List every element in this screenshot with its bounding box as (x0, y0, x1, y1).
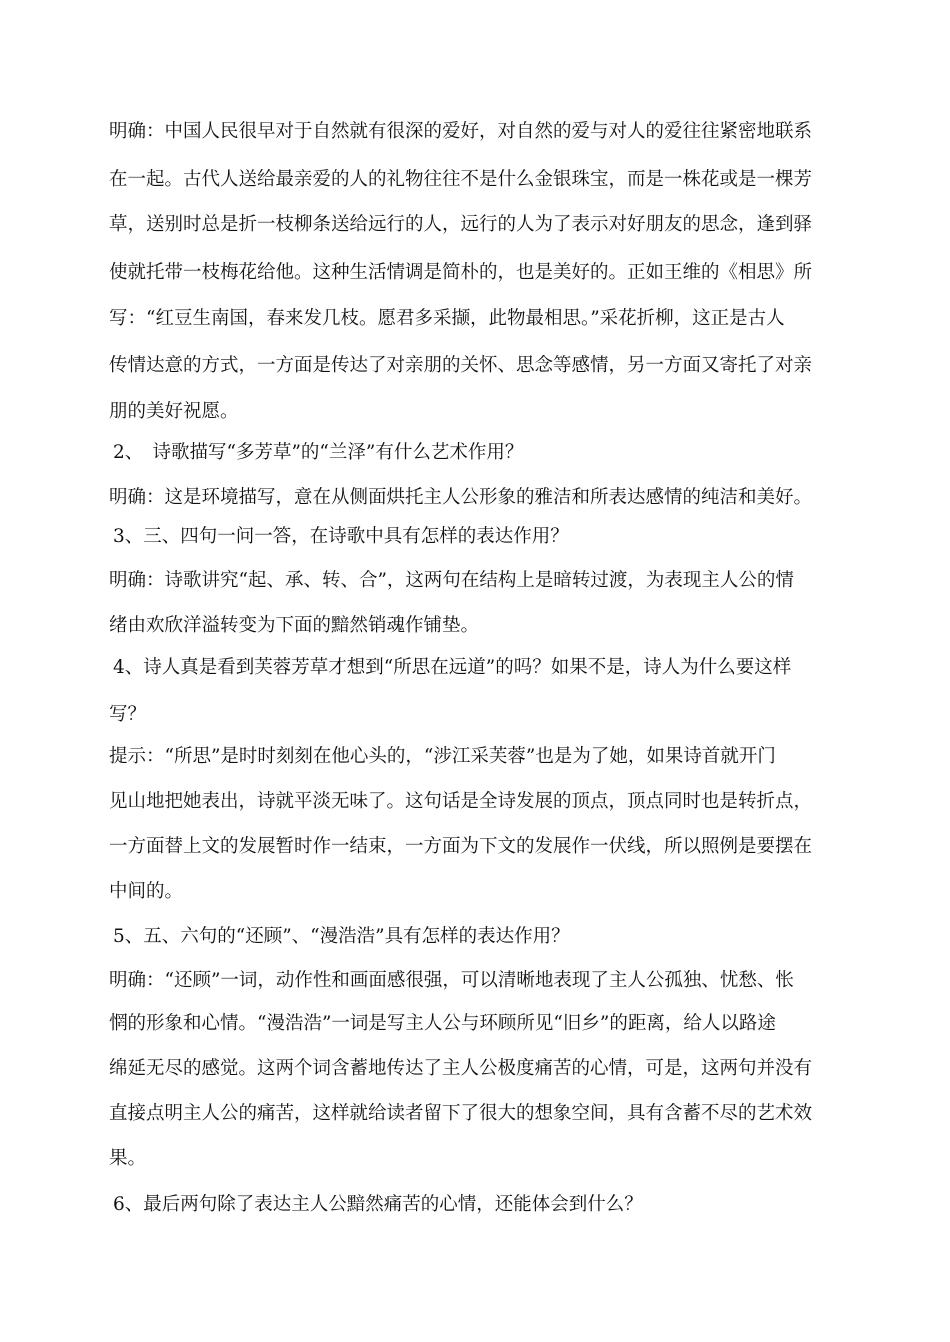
question-2: 2、 诗歌描写“多芳草”的“兰泽”有什么艺术作用？ (113, 442, 524, 463)
question-3: 3、三、四句一问一答，在诗歌中具有怎样的表达作用？ (113, 526, 569, 547)
question-5: 5、五、六句的“还顾”、“漫浩浩”具有怎样的表达作用？ (113, 926, 570, 947)
answer-line: 果。 (109, 1148, 147, 1169)
answer-line: 惘的形象和心情。“漫浩浩”一词是写主人公与环顾所见“旧乡”的距离，给人以路途 (109, 1013, 776, 1034)
paragraph-line: 使就托带一枝梅花给他。这种生活情调是简朴的，也是美好的。正如王维的《相思》所 (109, 262, 813, 283)
paragraph-line: 在一起。古代人送给最亲爱的人的礼物往往不是什么金银珠宝，而是一株花或是一棵芳 (109, 169, 813, 190)
answer-line: 明确：诗歌讲究“起、承、转、合”，这两句在结构上是暗转过渡，为表现主人公的情 (109, 570, 794, 591)
answer-line: 直接点明主人公的痛苦，这样就给读者留下了很大的想象空间，具有含蓄不尽的艺术效 (109, 1103, 813, 1124)
question-4: 4、诗人真是看到芙蓉芳草才想到“所思在远道”的吗？如果不是，诗人为什么要这样 (113, 657, 792, 678)
hint-line: 中间的。 (109, 881, 184, 902)
hint-line: 提示：“所思”是时时刻刻在他心头的，“涉江采芙蓉”也是为了她，如果诗首就开门 (109, 746, 776, 767)
paragraph-line: 朋的美好祝愿。 (109, 401, 239, 422)
answer-line: 明确：这是环境描写，意在从侧面烘托主人公形象的雅洁和所表达感情的纯洁和美好。 (109, 487, 813, 508)
paragraph-line: 写：“红豆生南国，春来发几枝。愿君多采撷，此物最相思。”采花折柳，这正是古人 (109, 308, 785, 329)
hint-line: 一方面替上文的发展暂时作一结束，一方面为下文的发展作一伏线，所以照例是要摆在 (109, 836, 813, 857)
answer-line: 绪由欢欣洋溢转变为下面的黯然销魂作铺垫。 (109, 615, 480, 636)
paragraph-line: 传情达意的方式，一方面是传达了对亲朋的关怀、思念等感情，另一方面又寄托了对亲 (109, 355, 813, 376)
paragraph-line: 明确：中国人民很早对于自然就有很深的爱好，对自然的爱与对人的爱往往紧密地联系 (109, 121, 813, 142)
answer-line: 绵延无尽的感觉。这两个词含蓄地传达了主人公极度痛苦的心情，可是，这两句并没有 (109, 1058, 813, 1079)
hint-line: 见山地把她表出，诗就平淡无味了。这句话是全诗发展的顶点，顶点同时也是转折点， (109, 791, 813, 812)
answer-line: 明确：“还顾”一词，动作性和画面感很强，可以清晰地表现了主人公孤独、忧愁、怅 (109, 970, 794, 991)
question-6: 6、最后两句除了表达主人公黯然痛苦的心情，还能体会到什么？ (113, 1194, 643, 1215)
question-4-cont: 写？ (109, 704, 147, 725)
paragraph-line: 草，送别时总是折一枝柳条送给远行的人，远行的人为了表示对好朋友的思念，逢到驿 (109, 214, 813, 235)
